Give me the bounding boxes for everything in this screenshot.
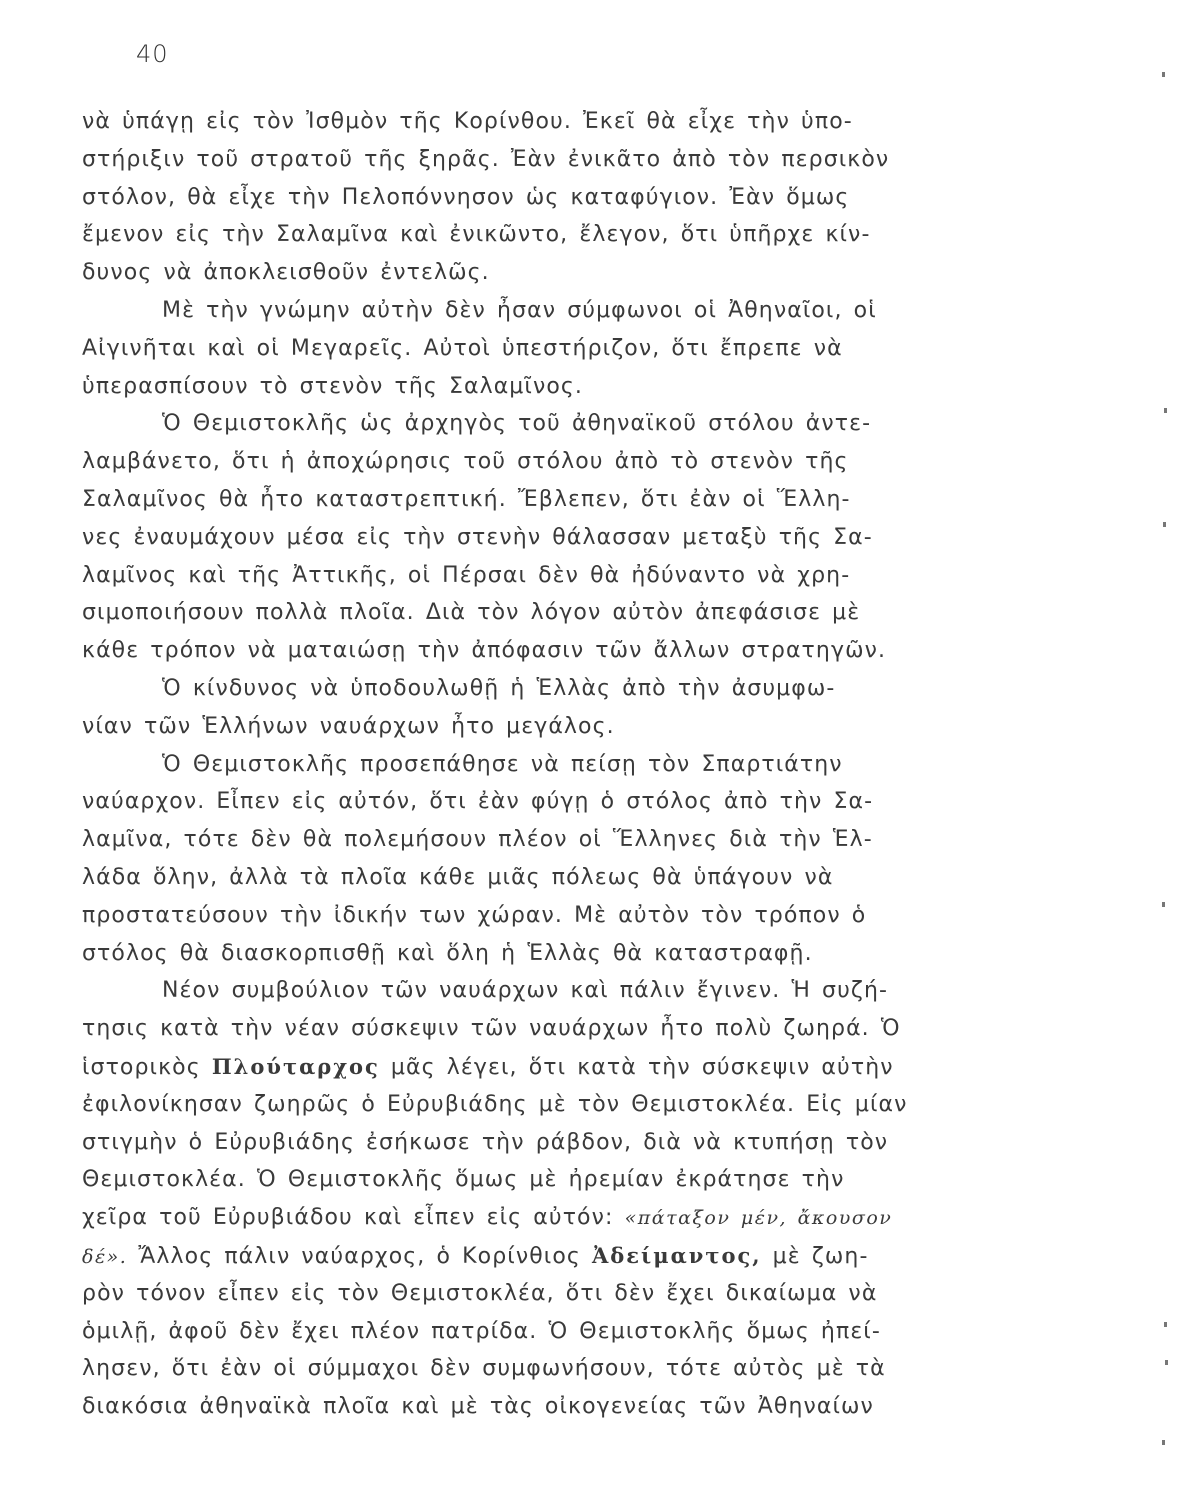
margin-mark xyxy=(1165,1360,1168,1365)
margin-mark xyxy=(1164,1322,1167,1327)
person-name: Πλούταρχος xyxy=(211,1054,380,1079)
text-line: Ὁ Θεμιστοκλῆς ὡς ἀρχηγὸς τοῦ ἀθηναϊκοῦ στόλου ἀντε- xyxy=(162,411,872,437)
text-line: ναύαρχον. Εἶπεν εἰς αὐτόν, ὅτι ἐὰν φύγῃ ὁ στόλος ἀπὸ τὴν Σα- xyxy=(82,789,874,815)
text-run: Ἄλλος πάλιν ναύαρχος, ὁ Κορίνθιος xyxy=(127,1244,592,1269)
text-run: ἱστορικὸς xyxy=(82,1055,212,1080)
text-line: στόλον, θὰ εἶχε τὴν Πελοπόννησον ὡς καταφύγιον. Ἐὰν ὅμως xyxy=(82,184,850,210)
text-line: λάδα ὅλην, ἀλλὰ τὰ πλοῖα κάθε μιᾶς πόλεως θὰ ὑπάγουν νὰ xyxy=(82,865,834,890)
text-line: προστατεύσουν τὴν ἰδικήν των χώραν. Μὲ αὐτὸν τὸν τρόπον ὁ xyxy=(82,902,867,928)
text-line: κάθε τρόπον νὰ ματαιώσῃ τὴν ἀπόφασιν τῶν ἄλλων στρατηγῶν. xyxy=(82,638,887,664)
person-name: Ἀδείμαντος, xyxy=(591,1243,762,1268)
margin-mark xyxy=(1162,72,1165,77)
text-run: χεῖρα τοῦ Εὐρυβιάδου καὶ εἶπεν εἰς αὐτόν: xyxy=(82,1205,625,1231)
text-line: ἔμενον εἰς τὴν Σαλαμῖνα καὶ ἐνικῶντο, ἔλεγον, ὅτι ὑπῆρχε κίν- xyxy=(82,222,871,248)
text-line: δυνος νὰ ἀποκλεισθοῦν ἐντελῶς. xyxy=(82,260,490,286)
page-number: 40 xyxy=(136,40,169,68)
text-line: στήριξιν τοῦ στρατοῦ τῆς ξηρᾶς. Ἐὰν ἐνικᾶτο ἀπὸ τὸν περσικὸν xyxy=(82,146,890,172)
text-run: μᾶς λέγει, ὅτι κατὰ τὴν σύσκεψιν αὐτὴν xyxy=(379,1055,894,1080)
text-line: Ὁ Θεμιστοκλῆς προσεπάθησε νὰ πείσῃ τὸν Σπαρτιάτην xyxy=(162,751,843,777)
text-line xyxy=(82,1204,972,1232)
text-line: Νέον συμβούλιον τῶν ναυάρχων καὶ πάλιν ἔγινεν. Ἡ συζή- xyxy=(162,978,889,1004)
text-line: διακόσια ἀθηναϊκὰ πλοῖα καὶ μὲ τὰς οἰκογενείας τῶν Ἀθηναίων xyxy=(82,1394,874,1420)
text-line: ὁμιλῇ, ἀφοῦ δὲν ἔχει πλέον πατρίδα. Ὁ Θεμιστοκλῆς ὅμως ἠπεί- xyxy=(82,1318,881,1344)
text-line: λησεν, ὅτι ἐὰν οἱ σύμμαχοι δὲν συμφωνήσουν, τότε αὐτὸς μὲ τὰ xyxy=(82,1356,886,1382)
text-line: Θεμιστοκλέα. Ὁ Θεμιστοκλῆς ὅμως μὲ ἠρεμίαν ἐκράτησε τὴν xyxy=(82,1167,845,1193)
text-line: νες ἐναυμάχουν μέσα εἰς τὴν στενὴν θάλασσαν μεταξὺ τῆς Σα- xyxy=(82,524,873,550)
text-line: στιγμὴν ὁ Εὐρυβιάδης ἐσήκωσε τὴν ράβδον, διὰ νὰ κτυπήσῃ τὸν xyxy=(82,1129,889,1155)
text-line: νὰ ὑπάγῃ εἰς τὸν Ἰσθμὸν τῆς Κορίνθου. Ἐκεῖ θὰ εἶχε τὴν ὑπο- xyxy=(82,109,853,134)
text-line: Αἰγινῆται καὶ οἱ Μεγαρεῖς. Αὐτοὶ ὑπεστήριζον, ὅτι ἔπρεπε νὰ xyxy=(82,335,843,361)
text-line: στόλος θὰ διασκορπισθῇ καὶ ὅλη ἡ Ἑλλὰς θὰ καταστραφῇ. xyxy=(82,940,813,966)
text-line: ἐφιλονίκησαν ζωηρῶς ὁ Εὐρυβιάδης μὲ τὸν Θεμιστοκλέα. Εἰς μίαν xyxy=(82,1091,908,1117)
margin-mark xyxy=(1162,1440,1165,1445)
text-line: Σαλαμῖνος θὰ ἦτο καταστρεπτική. Ἔβλεπεν, ὅτι ἐὰν οἱ Ἕλλη- xyxy=(82,487,851,512)
text-line: λαμῖνα, τότε δὲν θὰ πολεμήσουν πλέον οἱ Ἕλληνες διὰ τὴν Ἑλ- xyxy=(82,827,873,853)
text-line: λαμβάνετο, ὅτι ἡ ἀποχώρησις τοῦ στόλου ἀπὸ τὸ στενὸν τῆς xyxy=(82,449,849,475)
text-run: μὲ ζωη- xyxy=(761,1244,869,1269)
text-line: λαμῖνος καὶ τῆς Ἀττικῆς, οἱ Πέρσαι δὲν θὰ ἠδύναντο νὰ χρη- xyxy=(82,562,851,588)
text-line xyxy=(82,1053,972,1081)
text-line: τησις κατὰ τὴν νέαν σύσκεψιν τῶν ναυάρχων ἦτο πολὺ ζωηρά. Ὁ xyxy=(82,1016,901,1042)
text-line: ρὸν τόνον εἶπεν εἰς τὸν Θεμιστοκλέα, ὅτι δὲν ἔχει δικαίωμα νὰ xyxy=(82,1280,878,1306)
text-line xyxy=(82,1242,972,1270)
margin-mark xyxy=(1163,522,1166,527)
text-line: ὑπερασπίσουν τὸ στενὸν τῆς Σαλαμῖνος. xyxy=(82,373,584,399)
quote-text: «πάταξον μέν, ἄκουσον xyxy=(624,1207,893,1230)
text-line: νίαν τῶν Ἑλλήνων ναυάρχων ἦτο μεγάλος. xyxy=(82,713,615,739)
margin-mark xyxy=(1162,902,1165,907)
quote-text: δέ». xyxy=(82,1246,128,1268)
margin-mark xyxy=(1164,408,1167,413)
text-line: Ὁ κίνδυνος νὰ ὑποδουλωθῇ ἡ Ἑλλὰς ἀπὸ τὴν ἀσυμφω- xyxy=(162,676,836,701)
text-line: σιμοποιήσουν πολλὰ πλοῖα. Διὰ τὸν λόγον αὐτὸν ἀπεφάσισε μὲ xyxy=(82,600,861,626)
text-line: Μὲ τὴν γνώμην αὐτὴν δὲν ἦσαν σύμφωνοι οἱ Ἀθηναῖοι, οἱ xyxy=(162,298,877,323)
